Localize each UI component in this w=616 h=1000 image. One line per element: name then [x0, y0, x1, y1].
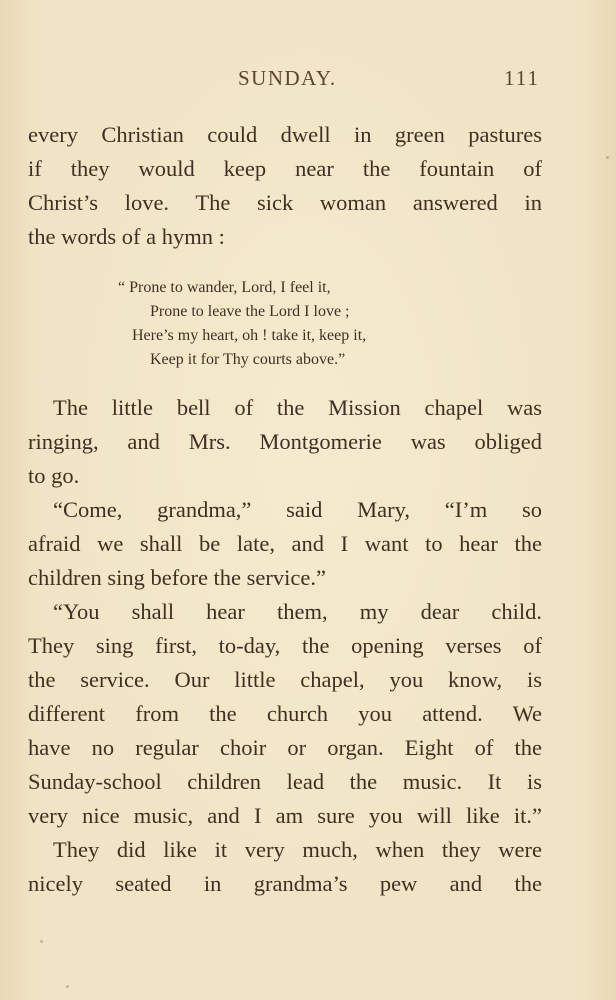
- verse-line: “ Prone to wander, Lord, I feel it,: [118, 279, 331, 296]
- text-line: They did like it very much, when they were: [53, 837, 542, 862]
- paper-speck: [606, 156, 609, 159]
- text-line: nicely seated in grandma’s pew and the: [28, 871, 542, 896]
- text-line: to go.: [28, 463, 80, 488]
- paragraph-opening: [28, 118, 542, 254]
- text-line: children sing before the service.”: [28, 565, 326, 590]
- text-line: The little bell of the Mission chapel was: [53, 395, 542, 420]
- text-line: They sing first, to-day, the opening verses of: [28, 633, 542, 658]
- paragraph-body: [28, 391, 542, 901]
- text-line: every Christian could dwell in green pastures: [28, 122, 542, 147]
- paper-speck: [66, 985, 69, 988]
- verse-line: Keep it for Thy courts above.”: [150, 351, 346, 368]
- paper-speck: [40, 940, 43, 943]
- verse-line: Prone to leave the Lord I love ;: [150, 303, 350, 320]
- verse-line: Here’s my heart, oh ! take it, keep it,: [132, 327, 367, 344]
- text-line: the service. Our little chapel, you know, is: [28, 667, 542, 692]
- text-line: “Come, grandma,” said Mary, “I’m so: [53, 497, 542, 522]
- text-line: if they would keep near the fountain of: [28, 156, 542, 181]
- text-line: very nice music, and I am sure you will like it.”: [28, 803, 542, 828]
- page-number: 111: [504, 66, 540, 90]
- text-line: have no regular choir or organ. Eight of the: [28, 735, 542, 760]
- text-line: “You shall hear them, my dear child.: [53, 599, 542, 624]
- hymn-verse: [118, 276, 366, 372]
- text-line: Christ’s love. The sick woman answered in: [28, 190, 542, 215]
- text-line: ringing, and Mrs. Montgomerie was obliged: [28, 429, 542, 454]
- text-line: Sunday-school children lead the music. It is: [28, 769, 542, 794]
- text-line: afraid we shall be late, and I want to hear the: [28, 531, 542, 556]
- text-line: different from the church you attend. We: [28, 701, 542, 726]
- running-head: SUNDAY.: [238, 66, 337, 90]
- text-line: the words of a hymn :: [28, 224, 225, 249]
